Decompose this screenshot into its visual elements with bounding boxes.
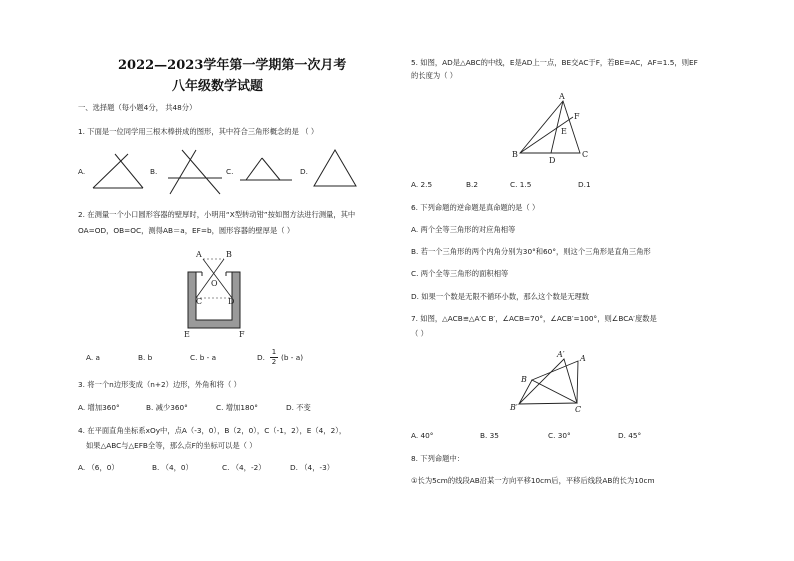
question-5-stem-line1: 5. 如图，AD是△ABC的中线，E是AD上一点，BE交AC于F，若BE=AC，AF=1.5，则EF [411,58,698,67]
q1-label-c: C. [226,167,234,176]
q2-label-a: A [196,250,202,259]
question-4-stem-line1: 4. 在平面直角坐标系xOy中，点A（-3，0），B（2，0），C（-1，2），E（4，2）， [78,426,347,435]
q2-label-c: C [196,297,203,306]
q2-option-d-tail: (b - a) [281,353,304,362]
question-5-stem-line2: 的长度为（ ） [411,71,458,80]
q2-label-f: F [239,330,245,339]
question-3-stem: 3. 将一个n边形变成（n+2）边形，外角和将（ ） [78,380,241,389]
q5-label-e: E [561,127,567,136]
q2-fraction-denominator: 2 [271,358,277,366]
question-8-stem: 8. 下列命题中： [411,454,465,463]
q2-fraction-numerator: 1 [271,348,277,356]
q5-label-d: D [549,156,556,165]
q2-option-d: D. [257,353,265,362]
q2-label-e: E [184,330,190,339]
q5-label-f: F [574,112,580,121]
q5-option-b: B.2 [466,180,478,189]
q3-option-c: C. 增加180° [216,403,258,412]
q4-option-a: A. （6，0） [78,463,119,472]
question-7-stem-line2: （ ） [411,329,428,338]
q7-label-a: A [580,354,586,363]
q7-option-c: C. 30° [548,431,571,440]
q4-option-b: B. （4，0） [152,463,193,472]
q5-option-d: D.1 [578,180,591,189]
question-2-stem-line2: OA=OD，OB=OC，测得AB＝a，EF=b，圆形容器的壁厚是（ ） [78,226,295,235]
section-heading: 一、选择题（每小题4分， 共48分） [78,103,197,112]
q3-option-d: D. 不变 [286,403,311,412]
q1-label-a: A. [78,167,86,176]
q7-label-aprime: A′ [557,350,565,359]
q2-label-b: B [226,250,232,259]
q2-option-a: A. a [86,353,100,362]
q2-option-c: C. b - a [190,353,217,362]
question-2-stem-line1: 2. 在测量一个小口圆形容器的壁厚时，小明用“X型转动钳”按如图方法进行测量，其中 [78,210,356,219]
q2-option-b: B. b [138,353,153,362]
q7-label-c: C [575,405,582,414]
exam-subtitle: 八年级数学试题 [172,79,264,94]
q5-label-a: A [559,92,565,101]
q4-option-c: C. （4，-2） [222,463,266,472]
q7-label-bprime: B′ [510,403,518,412]
question-1-stem: 1. 下面是一位同学用三根木棒拼成的图形，其中符合三角形概念的是 （ ） [78,127,319,136]
q7-option-b: B. 35 [480,431,499,440]
q4-option-d: D. （4，-3） [290,463,335,472]
exam-title: 2022—2023学年第一学期第一次月考 [118,58,347,73]
q2-label-d: D [228,297,235,306]
q6-option-d: D. 如果一个数是无限不循环小数，那么这个数是无理数 [411,292,590,301]
q7-label-b: B [521,375,527,384]
q6-option-a: A. 两个全等三角形的对应角相等 [411,225,516,234]
q3-option-b: B. 减少360° [146,403,188,412]
q1-label-b: B. [150,167,158,176]
question-4-stem-line2: 如果△ABC与△EFB全等，那么点F的坐标可以是（ ） [86,441,257,450]
question-6-stem: 6. 下列命题的逆命题是真命题的是（ ） [411,203,540,212]
q7-option-a: A. 40° [411,431,434,440]
q6-option-b: B. 若一个三角形的两个内角分别为30°和60°，则这个三角形是直角三角形 [411,247,651,256]
q6-option-c: C. 两个全等三角形的面积相等 [411,269,509,278]
q5-option-a: A. 2.5 [411,180,433,189]
question-7-stem-line1: 7. 如图，△ACB≌△A′C B′，∠ACB=70°，∠ACB′=100°，则∠BCA′度数是 [411,314,657,323]
q7-option-d: D. 45° [618,431,642,440]
q5-option-c: C. 1.5 [510,180,532,189]
q8-item-1: ①长为5cm的线段AB沿某一方向平移10cm后，平移后线段AB的长为10cm [411,476,655,485]
q2-label-o: O [211,279,218,288]
q5-label-b: B [512,150,518,159]
q5-label-c: C [582,150,589,159]
q3-option-a: A. 增加360° [78,403,120,412]
q1-label-d: D. [300,167,308,176]
